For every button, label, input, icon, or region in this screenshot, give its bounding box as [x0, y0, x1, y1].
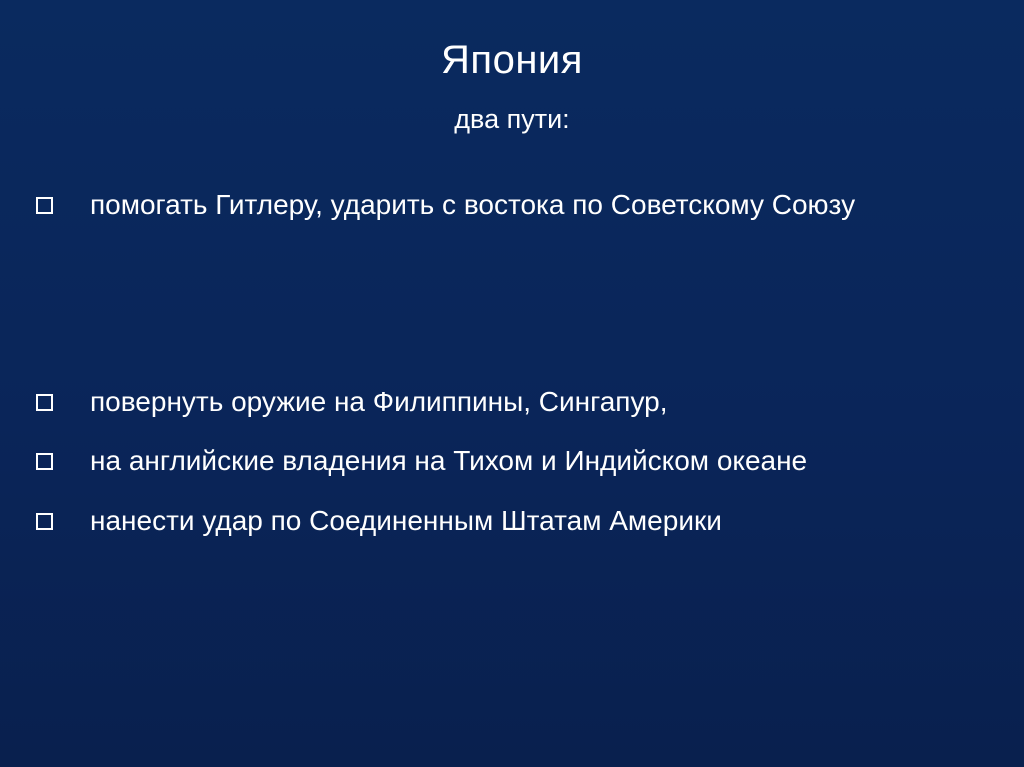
list-item-text: нанести удар по Соединенным Штатам Америки	[90, 504, 722, 536]
square-bullet-icon	[36, 513, 53, 530]
list-item	[28, 186, 996, 223]
list-item	[28, 502, 996, 539]
square-bullet-icon	[36, 394, 53, 411]
slide-subtitle: два пути:	[454, 104, 570, 134]
page-title: Япония	[441, 38, 583, 82]
list-item	[28, 383, 996, 420]
list-item-text: на английские владения на Тихом и Индийском океане	[90, 445, 808, 477]
list-item-text: повернуть оружие на Филиппины, Сингапур,	[90, 386, 668, 418]
square-bullet-icon	[36, 453, 53, 470]
square-bullet-icon	[36, 197, 53, 214]
bullet-list	[28, 186, 996, 539]
list-item	[28, 442, 996, 479]
list-item-text: помогать Гитлеру, ударить с востока по Советскому Союзу	[90, 189, 856, 220]
